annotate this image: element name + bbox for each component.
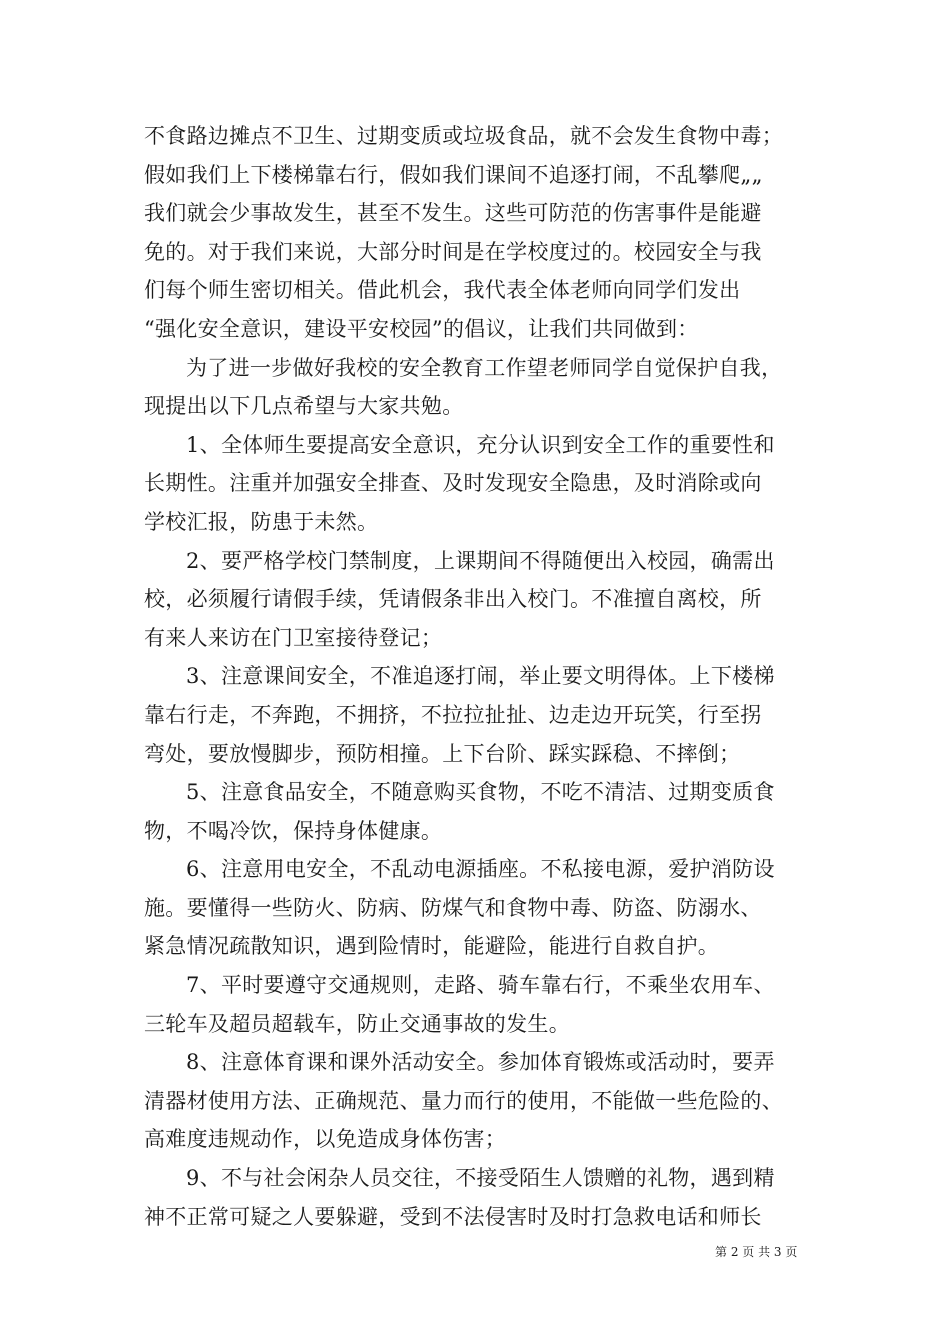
text-line: 物，不喝冷饮，保持身体健康。 bbox=[144, 818, 443, 843]
text-line: 我们就会少事故发生，甚至不发生。这些可防范的伤害事件是能避 bbox=[144, 201, 762, 226]
text-line: 长期性。注重并加强安全排查、及时发现安全隐患，及时消除或向 bbox=[144, 471, 762, 496]
text-line: 8、注意体育课和课外活动安全。参加体育锻炼或活动时，要弄 bbox=[186, 1050, 775, 1075]
text-line: 2、要严格学校门禁制度，上课期间不得随便出入校园，确需出 bbox=[186, 548, 775, 573]
text-line: 7、平时要遵守交通规则，走路、骑车靠右行，不乘坐农用车、 bbox=[186, 973, 775, 998]
text-line: “强化安全意识，建设平安校园”的倡议，让我们共同做到： bbox=[144, 316, 699, 341]
text-line: 9、不与社会闲杂人员交往，不接受陌生人馈赠的礼物，遇到精 bbox=[186, 1166, 775, 1191]
text-line: 施。要懂得一些防火、防病、防煤气和食物中毒、防盗、防溺水、 bbox=[144, 895, 762, 920]
text-line: 1、全体师生要提高安全意识，充分认识到安全工作的重要性和 bbox=[186, 432, 775, 457]
text-line: 校，必须履行请假手续，凭请假条非出入校门。不准擅自离校，所 bbox=[144, 587, 762, 612]
text-line: 三轮车及超员超载车，防止交通事故的发生。 bbox=[144, 1011, 570, 1036]
text-line: 3、注意课间安全，不准追逐打闹，举止要文明得体。上下楼梯 bbox=[186, 664, 775, 689]
text-line: 现提出以下几点希望与大家共勉。 bbox=[144, 394, 464, 419]
text-line: 紧急情况疏散知识，遇到险情时，能避险，能进行自救自护。 bbox=[144, 934, 720, 959]
text-line: 高难度违规动作，以免造成身体伤害； bbox=[144, 1127, 507, 1152]
text-line: 有来人来访在门卫室接待登记； bbox=[144, 625, 443, 650]
text-line: 清器材使用方法、正确规范、量力而行的使用，不能做一些危险的、 bbox=[144, 1088, 783, 1113]
document-body bbox=[144, 117, 812, 1236]
page-number: 第 2 页 共 3 页 bbox=[715, 1245, 798, 1259]
text-line: 为了进一步做好我校的安全教育工作望老师同学自觉保护自我， bbox=[186, 355, 783, 380]
text-line: 弯处，要放慢脚步，预防相撞。上下台阶、踩实踩稳、不摔倒； bbox=[144, 741, 741, 766]
text-line: 靠右行走，不奔跑，不拥挤，不拉拉扯扯、边走边开玩笑，行至拐 bbox=[144, 702, 762, 727]
text-line: 5、注意食品安全，不随意购买食物，不吃不清洁、过期变质食 bbox=[186, 780, 775, 805]
text-line: 学校汇报，防患于未然。 bbox=[144, 509, 379, 534]
text-line: 免的。对于我们来说，大部分时间是在学校度过的。校园安全与我 bbox=[144, 239, 762, 264]
text-line: 神不正常可疑之人要躲避，受到不法侵害时及时打急救电话和师长 bbox=[144, 1204, 762, 1229]
text-line: 们每个师生密切相关。借此机会，我代表全体老师向同学们发出 bbox=[144, 278, 741, 303]
text-line: 假如我们上下楼梯靠右行，假如我们课间不追逐打闹，不乱攀爬„„ bbox=[144, 162, 763, 187]
text-line: 不食路边摊点不卫生、过期变质或垃圾食品，就不会发生食物中毒； bbox=[144, 124, 783, 148]
text-line: 6、注意用电安全，不乱动电源插座。不私接电源，爱护消防设 bbox=[186, 857, 775, 882]
